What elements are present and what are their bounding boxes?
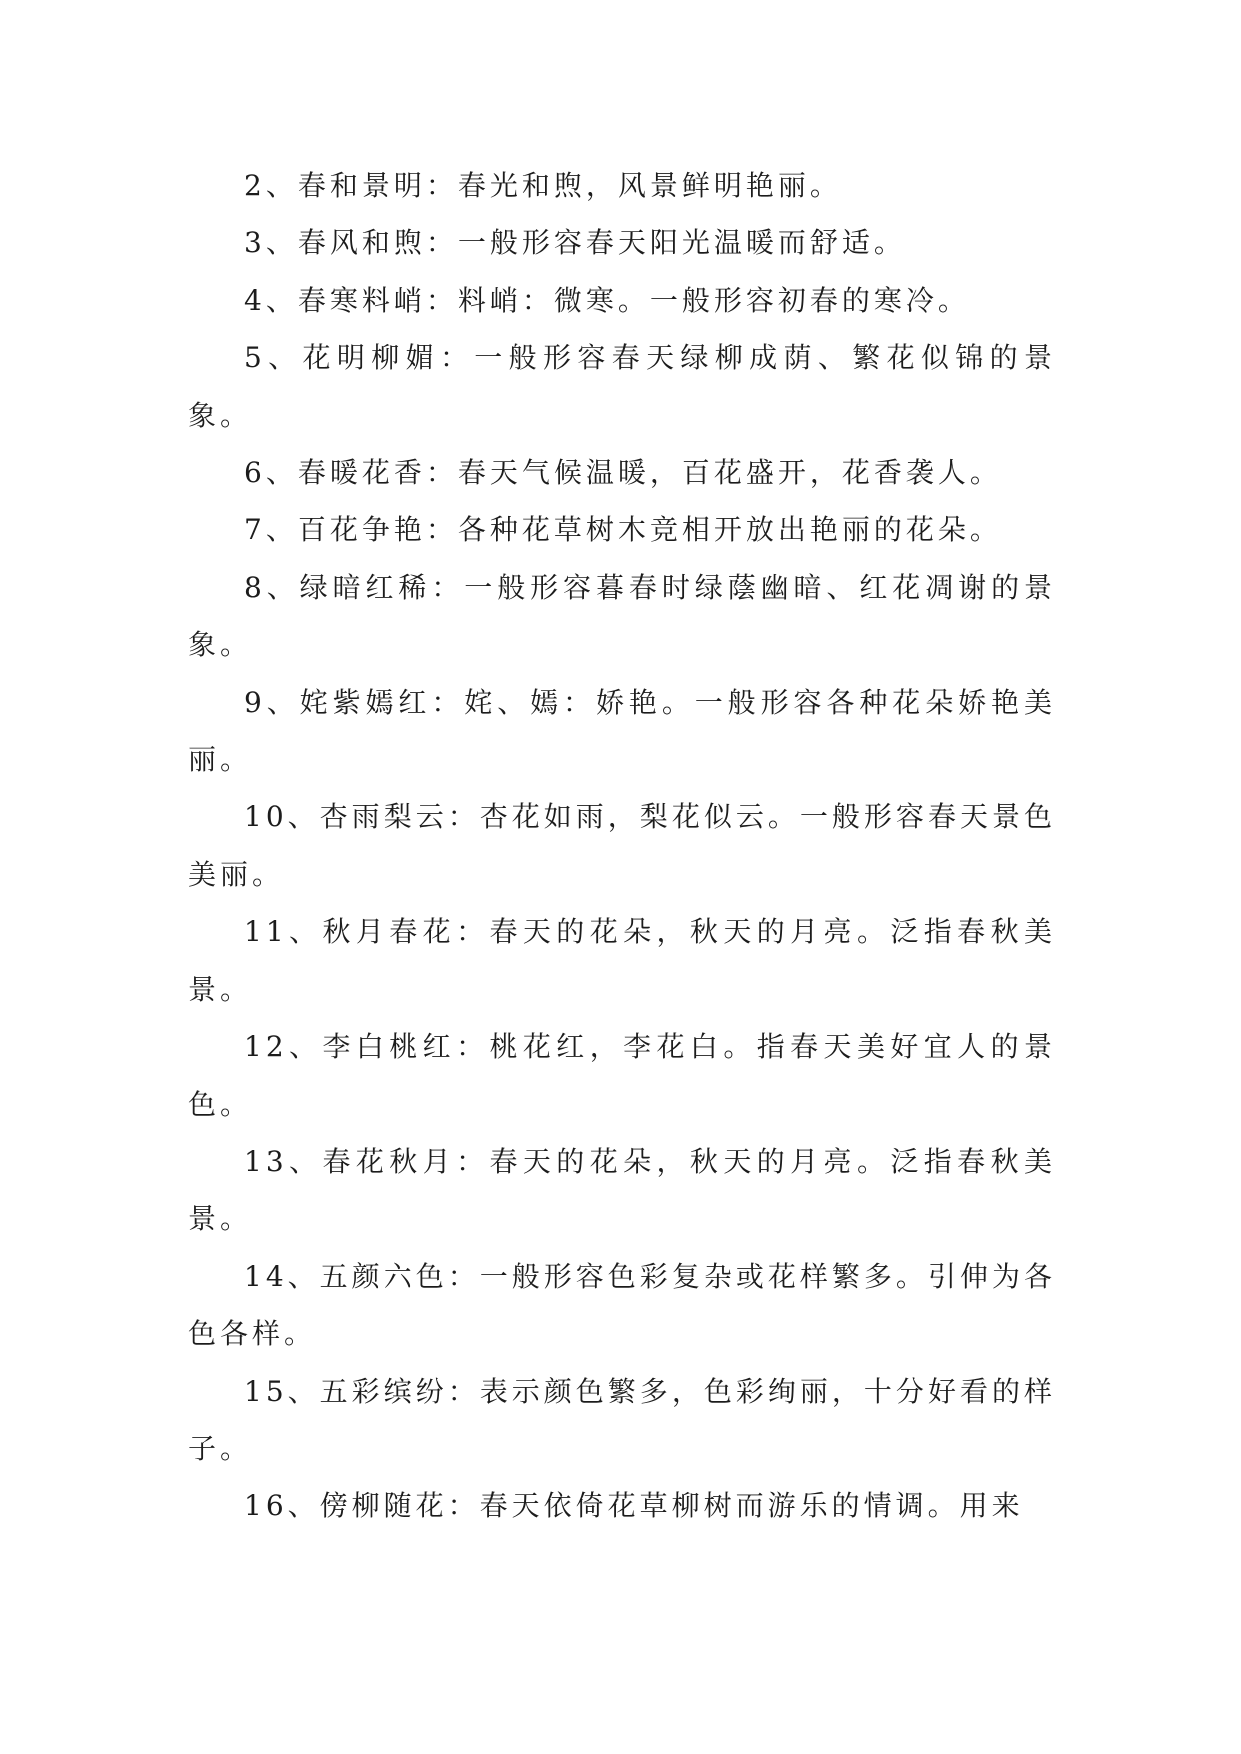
paragraph-item-5: 5、花明柳媚：一般形容春天绿柳成荫、繁花似锦的景象。 — [188, 341, 1056, 432]
paragraph-item-6: 6、春暖花香：春天气候温暖，百花盛开，花香袭人。 — [244, 456, 1002, 490]
paragraph-item-9: 9、姹紫嫣红：姹、嫣：娇艳。一般形容各种花朵娇艳美丽。 — [188, 685, 1056, 777]
paragraph-item-15: 15、五彩缤纷：表示颜色繁多，色彩绚丽，十分好看的样子。 — [188, 1374, 1056, 1465]
paragraph-item-10: 10、杏雨梨云：杏花如雨，梨花似云。一般形容春天景色美丽。 — [188, 800, 1056, 891]
paragraph-item-12: 12、李白桃红：桃花红，李花白。指春天美好宜人的景色。 — [188, 1030, 1056, 1121]
paragraph-item-11: 11、秋月春花：春天的花朵，秋天的月亮。泛指春秋美景。 — [188, 915, 1056, 1006]
paragraph-item-13: 13、春花秋月：春天的花朵，秋天的月亮。泛指春秋美景。 — [188, 1144, 1056, 1236]
paragraph-item-14: 14、五颜六色：一般形容色彩复杂或花样繁多。引伸为各色各样。 — [188, 1259, 1056, 1351]
paragraph-item-8: 8、绿暗红稀：一般形容暮春时绿蔭幽暗、红花凋谢的景象。 — [188, 570, 1056, 662]
paragraph-item-2: 2、春和景明：春光和煦，风景鲜明艳丽。 — [244, 169, 842, 202]
paragraph-item-16: 16、傍柳随花：春天依倚花草柳树而游乐的情调。用来 — [244, 1489, 1024, 1523]
document-page — [188, 157, 1056, 1535]
paragraph-item-3: 3、春风和煦：一般形容春天阳光温暖而舒适。 — [244, 226, 906, 260]
paragraph-item-4: 4、春寒料峭：料峭：微寒。一般形容初春的寒冷。 — [244, 283, 970, 317]
paragraph-item-7: 7、百花争艳：各种花草树木竞相开放出艳丽的花朵。 — [244, 513, 1002, 547]
